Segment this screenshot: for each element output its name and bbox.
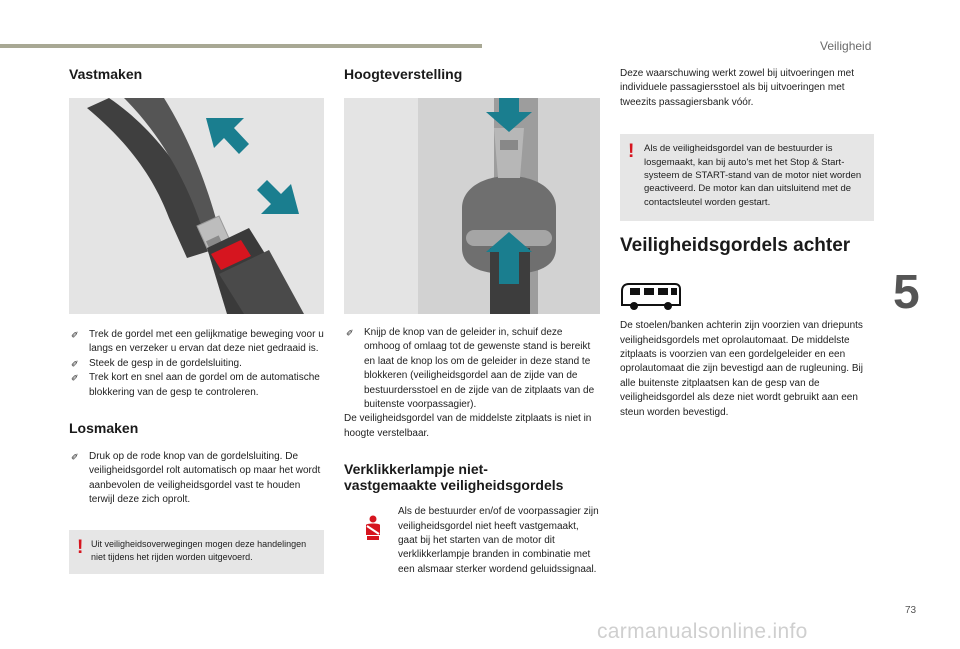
achter-text: De stoelen/banken achterin zijn voorzien van driepunts veiligheidsgordels met oprolautomaat. De middelste zitplaats is voorzien van een gordelgeleider en een oprolautomaat die zijn bevestigd aan de rugleuning. Bij alle buitenste zitplaatsen kan de gesp van de veiligheidsgordel als deze niet wordt gebruikt aan een steun worden bevestigd. xyxy=(620,320,863,418)
lampje-block xyxy=(344,505,600,577)
column-hoogte xyxy=(344,66,600,577)
losmaken-warning-box xyxy=(69,530,324,575)
seatbelt-warning-lamp-icon xyxy=(362,515,384,541)
watermark: carmanualsonline.info xyxy=(597,620,808,643)
chapter-number: 5 xyxy=(893,266,920,319)
lampje-text: Als de bestuurder en/of de voorpassagier zijn veiligheidsgordel niet heeft vastgemaakt, gaat bij het starten van de motor dit verklikkerlampje branden in combinatie met een alsmaar sterker wordend geluidssignaal. xyxy=(398,506,599,575)
warning-icon: ! xyxy=(77,536,84,558)
losmaken-title: Losmaken xyxy=(69,420,139,437)
bullet-icon: ✐ xyxy=(71,373,79,384)
hoogte-note: De veiligheidsgordel van de middelste zitplaats is niet in hoogte verstelbaar. xyxy=(344,413,592,439)
vastmaken-title: Vastmaken xyxy=(69,66,143,82)
bullet-icon: ✐ xyxy=(71,358,79,369)
buckle-figure-svg xyxy=(69,98,324,314)
warning-icon: ! xyxy=(628,141,635,163)
buckle-insertion-illustration xyxy=(69,98,324,314)
col3-intro: Deze waarschuwing werkt zowel bij uitvoeringen met individuele passagiersstoel als bij uitvoeringen met tweezits passagiersbank vóór. xyxy=(620,68,854,108)
stopstart-warning-text: Als de veiligheidsgordel van de bestuurder is losgemaakt, kan bij auto's met het Stop & Start-systeem de START-stand van de motor niet worden geactiveerd. De motor kan dan uitsluitend met de contactsleutel worden gestart. xyxy=(644,143,862,208)
lampje-title: Verklikkerlampje niet- vastgemaakte veiligheidsgordels xyxy=(344,461,564,494)
list-item: ✐ Trek kort en snel aan de gordel om de automatische blokkering van de gesp te controleren. xyxy=(71,372,320,398)
losmaken-warning-text: Uit veiligheidsoverwegingen mogen deze handelingen niet tijdens het rijden worden uitgevoerd. xyxy=(91,538,307,563)
list-item: ✐ Trek de gordel met een gelijkmatige beweging voor u langs en verzeker u ervan dat deze niet gedraaid is. xyxy=(71,329,324,355)
losmaken-steps xyxy=(69,450,324,508)
vastmaken-steps xyxy=(69,328,324,400)
top-accent-bar xyxy=(0,44,482,48)
list-item: ✐ Steek de gesp in de gordelsluiting. xyxy=(69,357,324,371)
van-icon xyxy=(620,281,682,311)
achter-title: Veiligheidsgordels achter xyxy=(620,235,851,257)
column-vastmaken xyxy=(69,66,324,574)
height-adjuster-illustration xyxy=(344,98,600,314)
bullet-icon: ✐ xyxy=(71,452,79,463)
hoogte-title: Hoogteverstelling xyxy=(344,66,463,82)
page-number: 73 xyxy=(905,605,917,616)
bullet-icon: ✐ xyxy=(71,330,79,340)
stopstart-warning-box xyxy=(620,134,874,221)
column-achter xyxy=(620,67,878,420)
adjuster-figure-svg xyxy=(344,98,600,314)
list-item: ✐ Knijp de knop van de geleider in, schuif deze omhoog of omlaag tot de gewenste stand is bereikt en laat de knop los om de geleider in deze stand te blokkeren (veiligheidsgordel aan de zijde van de bestuurdersstoel en de zijde van de zitplaats van de buitenste voorpassagier). xyxy=(346,327,595,411)
list-item: ✐ Druk op de rode knop van de gordelsluiting. De veiligheidsgordel rolt automatisch op maar het wordt aanbevolen de veiligheidsgordel vast te houden terwijl deze zich oprolt. xyxy=(71,451,321,506)
section-label: Veiligheid xyxy=(820,39,872,53)
bullet-icon: ✐ xyxy=(346,328,354,338)
hoogte-steps xyxy=(344,326,600,412)
